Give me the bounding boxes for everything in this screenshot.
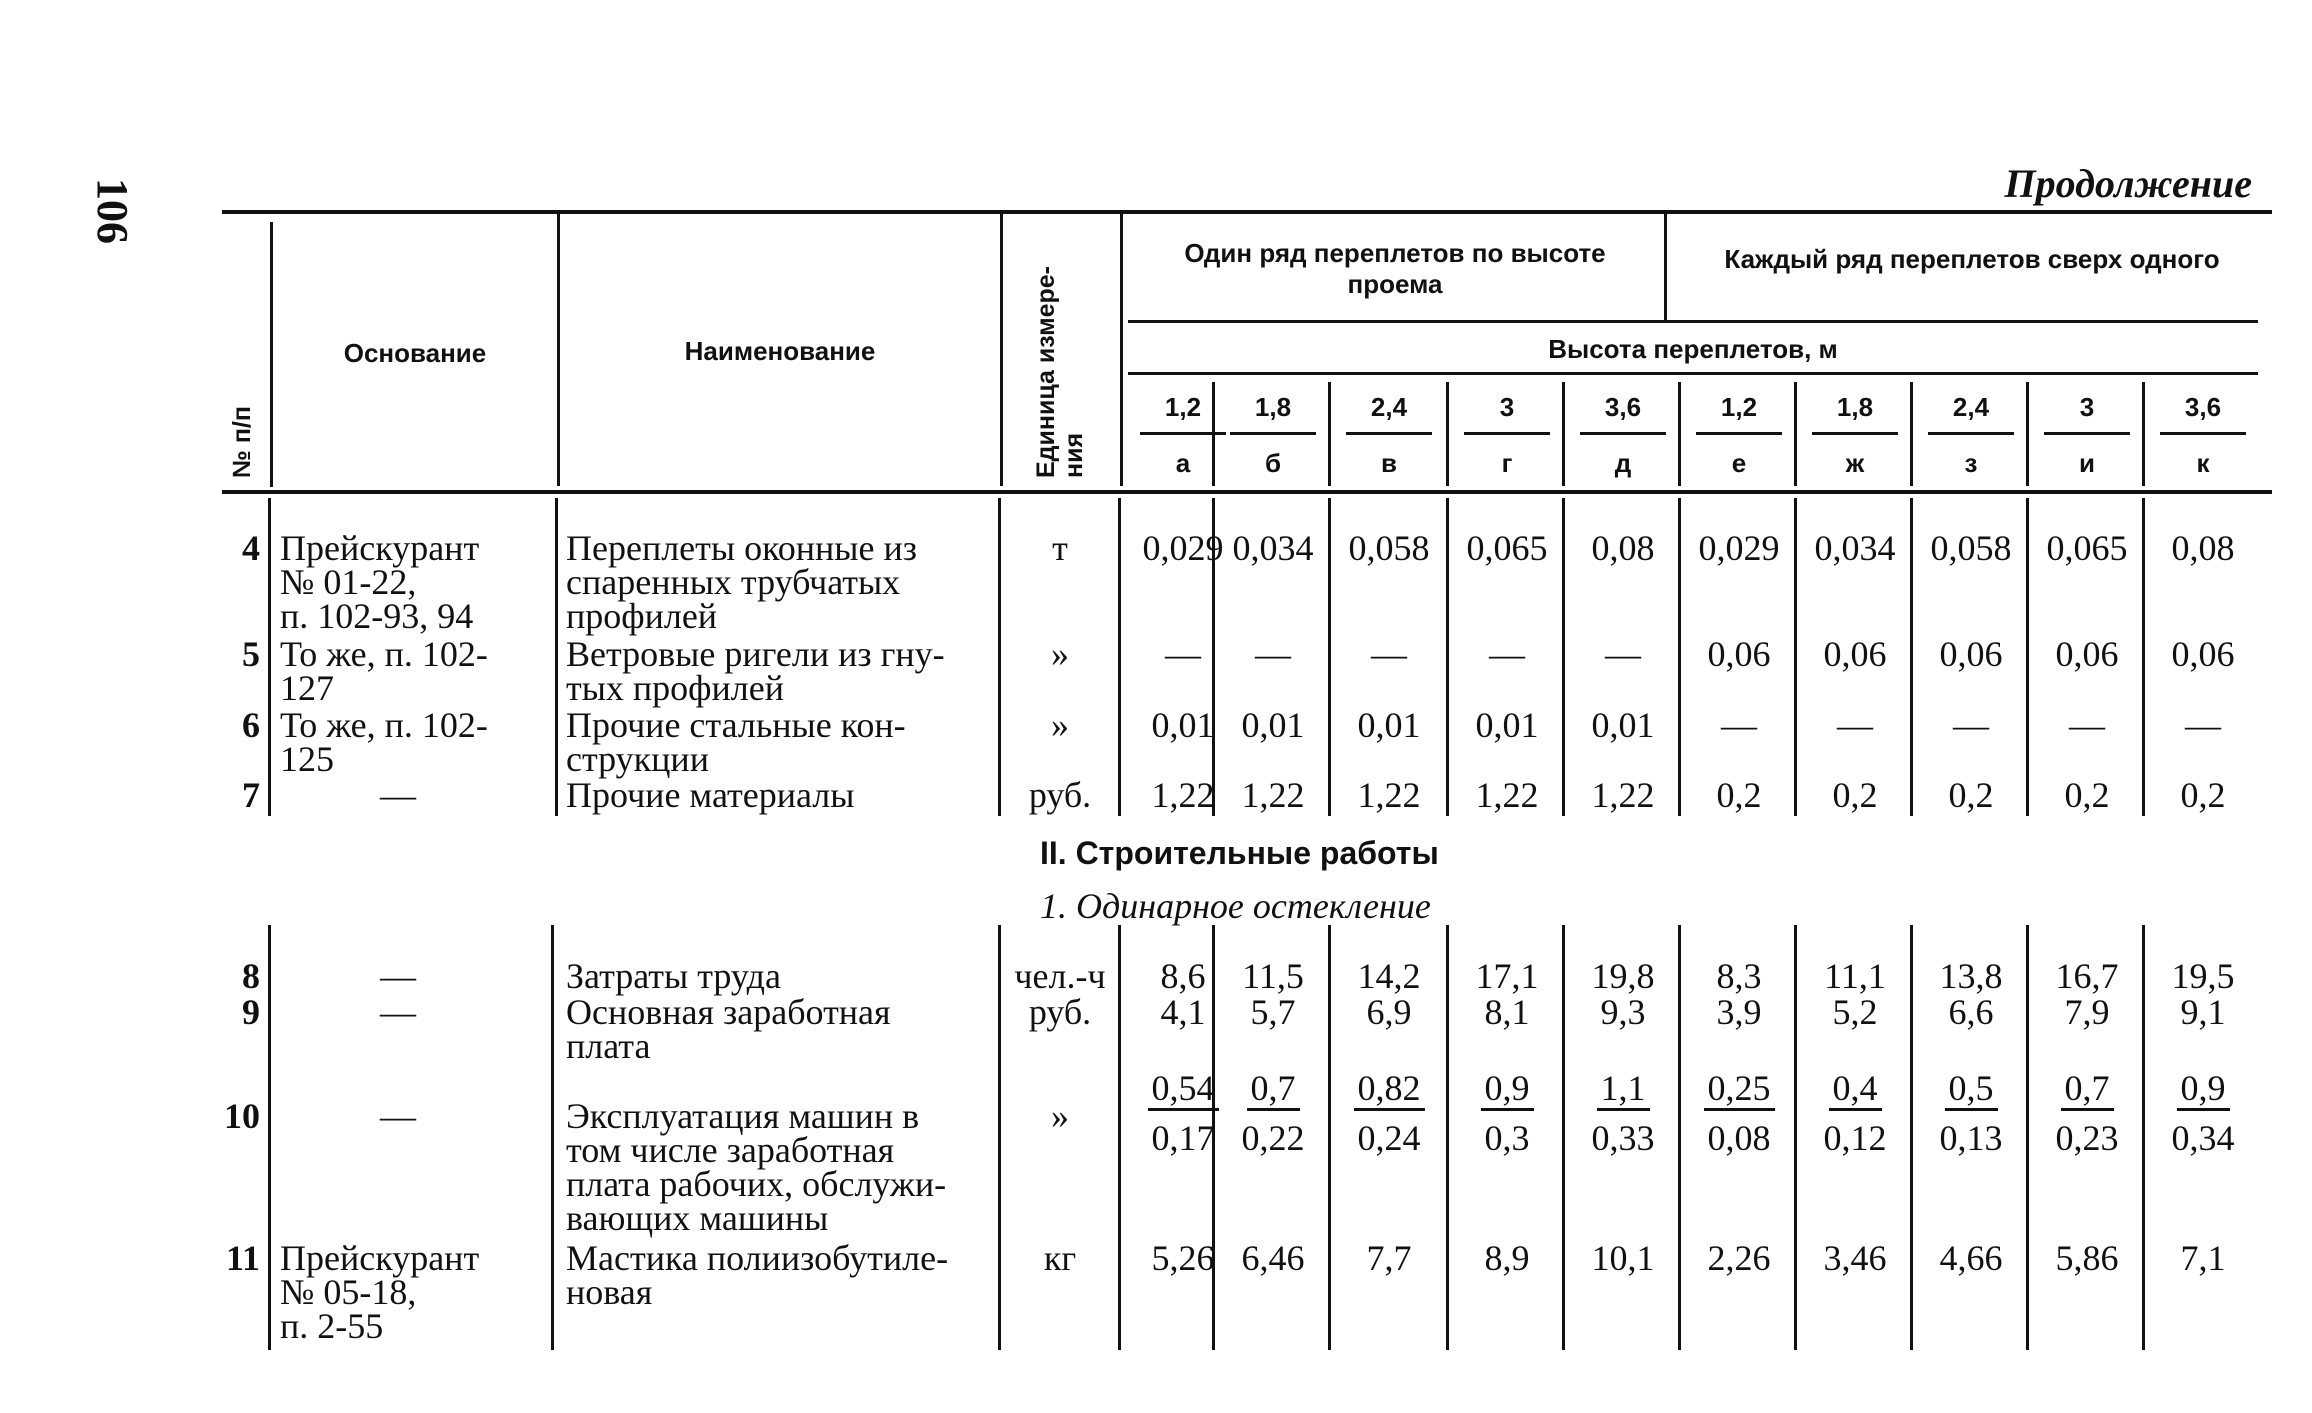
value-cell: — (2069, 705, 2105, 745)
body-vline (2026, 498, 2029, 816)
value-cell: 4,1 (1160, 992, 1206, 1032)
header-bottom-rule (222, 490, 2272, 494)
height-underline (2160, 432, 2246, 435)
body-vline (998, 498, 1001, 816)
body-vline (1910, 925, 1913, 1350)
subsection-title: 1. Одинарное остекление (1040, 886, 1431, 926)
height-underline (1928, 432, 2014, 435)
body-vline (1562, 498, 1565, 816)
row-number: 8 (242, 956, 260, 996)
body-vline (1118, 925, 1121, 1350)
row-number: 4 (242, 528, 260, 568)
value-cell: — (1255, 634, 1291, 674)
body-vline (1446, 925, 1449, 1350)
body-vline (1910, 498, 1913, 816)
value-cell: — (1721, 705, 1757, 745)
height-rule (1128, 372, 2258, 375)
body-vline (551, 925, 554, 1350)
body-vline (1794, 925, 1797, 1350)
body-vline (1562, 925, 1565, 1350)
basis-text: 127 (280, 668, 334, 708)
height-value: 1,2 (1164, 392, 1202, 422)
value-cell: 1,22 (1591, 775, 1655, 815)
height-value: 1,8 (1254, 392, 1292, 422)
basis-text: То же, п. 102- (280, 705, 488, 745)
value-cell: 0,2 (2180, 775, 2226, 815)
name-text: том числе заработная (566, 1130, 895, 1170)
value-cell: 0,08 (1591, 528, 1655, 568)
body-vline (268, 925, 271, 1350)
body-vline (268, 498, 271, 816)
fraction-numerator (1684, 1070, 1794, 1106)
col-unit-header (1032, 228, 1088, 478)
column-letter: и (2079, 448, 2095, 478)
height-underline (1696, 432, 1782, 435)
column-letter: б (1264, 448, 1282, 478)
column-letter: д (1614, 448, 1632, 478)
value-cell: 0,01 (1151, 705, 1215, 745)
value-cell: 1,22 (1151, 775, 1215, 815)
header-top-rule (222, 210, 2272, 214)
value-cell: 3,9 (1716, 992, 1762, 1032)
height-value: 2,4 (1952, 392, 1990, 422)
unit-text: » (1051, 634, 1069, 674)
fraction-denominator: 0,12 (1823, 1118, 1887, 1158)
section-title: II. Строительные работы (1040, 835, 1439, 871)
unit-text: руб. (1028, 992, 1092, 1032)
row-number: 11 (225, 1238, 260, 1278)
body-vline (1328, 498, 1331, 816)
col-unit-header-text: Единица измере-ния (1032, 266, 1088, 478)
numerator-value: 0,54 (1148, 1068, 1219, 1111)
unit-text: руб. (1028, 775, 1092, 815)
row-number: 6 (242, 705, 260, 745)
value-cell: 0,06 (1707, 634, 1771, 674)
body-vline (1118, 498, 1121, 816)
value-cell: 0,029 (1142, 528, 1224, 568)
name-text: Затраты труда (566, 956, 781, 996)
name-text: Ветровые ригели из гну- (566, 634, 945, 674)
fraction-numerator (1800, 1070, 1910, 1106)
basis-text: 125 (280, 739, 334, 779)
name-text: спаренных трубчатых (566, 562, 901, 602)
basis-text: — (380, 956, 416, 996)
column-letter: е (1731, 448, 1747, 478)
unit-text: чел.-ч (1014, 956, 1106, 996)
numerator-value: 0,7 (2061, 1068, 2114, 1111)
value-cell: — (1605, 634, 1641, 674)
height-value: 1,8 (1836, 392, 1874, 422)
value-cell: 8,3 (1716, 956, 1762, 996)
header-vline (1664, 214, 1667, 320)
col-no-header: № п/п (228, 406, 256, 478)
fraction-denominator: 0,33 (1591, 1118, 1655, 1158)
header-vline (557, 214, 560, 486)
height-value: 3,6 (2184, 392, 2222, 422)
value-cell: 0,2 (2064, 775, 2110, 815)
header-vline (1000, 214, 1003, 486)
value-cell: 14,2 (1357, 956, 1421, 996)
group-each-row-header: Каждый ряд переплетов сверх одного (1724, 244, 2220, 274)
value-cell: 0,2 (1948, 775, 1994, 815)
name-text: Мастика полиизобутиле- (566, 1238, 949, 1278)
height-underline (1812, 432, 1898, 435)
group-one-row-header: Один ряд переплетов по высоте проема (1184, 238, 1606, 299)
numerator-value: 0,25 (1704, 1068, 1775, 1111)
height-value: 3,6 (1604, 392, 1642, 422)
unit-text: т (1052, 528, 1068, 568)
column-letter: ж (1845, 448, 1865, 478)
body-vline (1446, 498, 1449, 816)
header-vline (270, 222, 273, 487)
value-cell: 8,1 (1484, 992, 1530, 1032)
value-cell: 0,034 (1232, 528, 1314, 568)
height-label: Высота переплетов, м (1548, 334, 1838, 364)
value-cell: 0,01 (1591, 705, 1655, 745)
header-vline (1120, 214, 1123, 486)
body-vline (2026, 925, 2029, 1350)
value-cell: 0,058 (1348, 528, 1430, 568)
numerator-value: 0,4 (1829, 1068, 1882, 1111)
header-vline (1678, 382, 1681, 486)
value-cell: 9,3 (1600, 992, 1646, 1032)
value-cell: 11,5 (1242, 956, 1304, 996)
name-text: профилей (566, 596, 718, 636)
fraction-numerator (2148, 1070, 2258, 1106)
numerator-value: 0,82 (1354, 1068, 1425, 1111)
body-vline (2142, 925, 2145, 1350)
unit-text: » (1051, 1096, 1069, 1136)
body-vline (2142, 498, 2145, 816)
value-cell: 0,058 (1930, 528, 2012, 568)
column-letter: а (1175, 448, 1191, 478)
value-cell: — (1371, 634, 1407, 674)
name-text: струкции (566, 739, 709, 779)
numerator-value: 0,9 (1481, 1068, 1534, 1111)
body-vline (1678, 498, 1681, 816)
value-cell: 7,9 (2064, 992, 2110, 1032)
fraction-denominator: 0,13 (1939, 1118, 2003, 1158)
value-cell: 10,1 (1591, 1238, 1655, 1278)
body-vline (1794, 498, 1797, 816)
unit-text: кг (1043, 1238, 1077, 1278)
group-rule (1128, 320, 2258, 323)
header-vline (2142, 382, 2145, 486)
column-letter: з (1964, 448, 1978, 478)
value-cell: 0,01 (1241, 705, 1305, 745)
row-number: 7 (242, 775, 260, 815)
numerator-value: 0,7 (1247, 1068, 1300, 1111)
fraction-denominator: 0,17 (1151, 1118, 1215, 1158)
value-cell: — (1837, 705, 1873, 745)
fraction-numerator (1916, 1070, 2026, 1106)
height-underline (1346, 432, 1432, 435)
value-cell: 2,26 (1707, 1238, 1771, 1278)
basis-text: № 01-22, (280, 562, 417, 602)
value-cell: 6,46 (1241, 1238, 1305, 1278)
basis-text: Прейскурант (280, 1238, 480, 1278)
numerator-value: 1,1 (1597, 1068, 1650, 1111)
value-cell: 19,8 (1591, 956, 1655, 996)
column-letter: к (2196, 448, 2210, 478)
value-cell: — (2185, 705, 2221, 745)
value-cell: 0,065 (1466, 528, 1548, 568)
value-cell: 0,034 (1814, 528, 1896, 568)
column-letter: в (1381, 448, 1397, 478)
value-cell: 5,26 (1151, 1238, 1215, 1278)
basis-text: п. 2-55 (280, 1306, 384, 1346)
row-number: 10 (224, 1096, 260, 1136)
basis-text: п. 102-93, 94 (280, 596, 474, 636)
row-number: 5 (242, 634, 260, 674)
value-cell: 1,22 (1475, 775, 1539, 815)
value-cell: 8,6 (1160, 956, 1206, 996)
name-text: Основная заработная (566, 992, 891, 1032)
body-vline (1678, 925, 1681, 1350)
fraction-numerator (2032, 1070, 2142, 1106)
fraction-denominator: 0,22 (1241, 1118, 1305, 1158)
name-text: Прочие стальные кон- (566, 705, 906, 745)
name-text: плата рабочих, обслужи- (566, 1164, 947, 1204)
name-text: плата (566, 1026, 651, 1066)
value-cell: 4,66 (1939, 1238, 2003, 1278)
value-cell: 0,06 (1823, 634, 1887, 674)
value-cell: 8,9 (1484, 1238, 1530, 1278)
fraction-numerator (1452, 1070, 1562, 1106)
value-cell: 0,2 (1832, 775, 1878, 815)
height-value: 3 (1499, 392, 1515, 422)
fraction-denominator: 0,3 (1484, 1118, 1530, 1158)
column-letter: г (1501, 448, 1513, 478)
height-value: 3 (2079, 392, 2095, 422)
numerator-value: 0,5 (1945, 1068, 1998, 1111)
value-cell: 7,7 (1366, 1238, 1412, 1278)
value-cell: 1,22 (1241, 775, 1305, 815)
fraction-denominator: 0,23 (2055, 1118, 2119, 1158)
height-value: 1,2 (1720, 392, 1758, 422)
header-vline (1328, 382, 1331, 486)
value-cell: 19,5 (2171, 956, 2235, 996)
unit-text: » (1051, 705, 1069, 745)
fraction-denominator: 0,08 (1707, 1118, 1771, 1158)
name-text: тых профилей (566, 668, 784, 708)
value-cell: 11,1 (1824, 956, 1886, 996)
body-vline (555, 498, 558, 816)
fraction-denominator: 0,34 (2171, 1118, 2235, 1158)
numerator-value: 0,9 (2177, 1068, 2230, 1111)
body-vline (998, 925, 1001, 1350)
value-cell: — (1953, 705, 1989, 745)
name-text: Прочие материалы (566, 775, 855, 815)
height-value: 2,4 (1370, 392, 1408, 422)
value-cell: 16,7 (2055, 956, 2119, 996)
header-vline (1446, 382, 1449, 486)
header-vline (1910, 382, 1913, 486)
value-cell: 0,01 (1475, 705, 1539, 745)
basis-text: — (380, 775, 416, 815)
height-underline (1464, 432, 1550, 435)
header-vline (1562, 382, 1565, 486)
value-cell: 17,1 (1475, 956, 1539, 996)
fraction-numerator (1334, 1070, 1444, 1106)
height-underline (1230, 432, 1316, 435)
value-cell: — (1489, 634, 1525, 674)
value-cell: 0,06 (2171, 634, 2235, 674)
basis-text: То же, п. 102- (280, 634, 488, 674)
value-cell: 5,7 (1250, 992, 1296, 1032)
value-cell: — (1165, 634, 1201, 674)
value-cell: 13,8 (1939, 956, 2003, 996)
fraction-denominator: 0,24 (1357, 1118, 1421, 1158)
value-cell: 6,9 (1366, 992, 1412, 1032)
header-vline (1794, 382, 1797, 486)
value-cell: 6,6 (1948, 992, 1994, 1032)
value-cell: 1,22 (1357, 775, 1421, 815)
name-text: Эксплуатация машин в (566, 1096, 920, 1136)
header-vline (2026, 382, 2029, 486)
basis-text: — (380, 992, 416, 1032)
value-cell: 5,86 (2055, 1238, 2119, 1278)
name-text: новая (566, 1272, 653, 1312)
basis-text: № 05-18, (280, 1272, 417, 1312)
basis-text: — (380, 1096, 416, 1136)
height-underline (1580, 432, 1666, 435)
name-text: вающих машины (566, 1198, 829, 1238)
basis-text: Прейскурант (280, 528, 480, 568)
height-underline (2044, 432, 2130, 435)
col-basis-header: Основание (343, 338, 487, 368)
body-vline (1328, 925, 1331, 1350)
value-cell: 0,2 (1716, 775, 1762, 815)
value-cell: 9,1 (2180, 992, 2226, 1032)
value-cell: 0,06 (1939, 634, 2003, 674)
fraction-numerator (1568, 1070, 1678, 1106)
value-cell: 5,2 (1832, 992, 1878, 1032)
continuation-label: Продолжение (2004, 161, 2252, 206)
value-cell: 3,46 (1823, 1238, 1887, 1278)
name-text: Переплеты оконные из (566, 528, 917, 568)
col-name-header: Наименование (684, 336, 876, 366)
value-cell: 7,1 (2180, 1238, 2226, 1278)
value-cell: 0,08 (2171, 528, 2235, 568)
value-cell: 0,029 (1698, 528, 1780, 568)
value-cell: 0,06 (2055, 634, 2119, 674)
value-cell: 0,01 (1357, 705, 1421, 745)
row-number: 9 (242, 992, 260, 1032)
value-cell: 0,065 (2046, 528, 2128, 568)
page-number: 106 (88, 178, 137, 244)
fraction-numerator (1218, 1070, 1328, 1106)
